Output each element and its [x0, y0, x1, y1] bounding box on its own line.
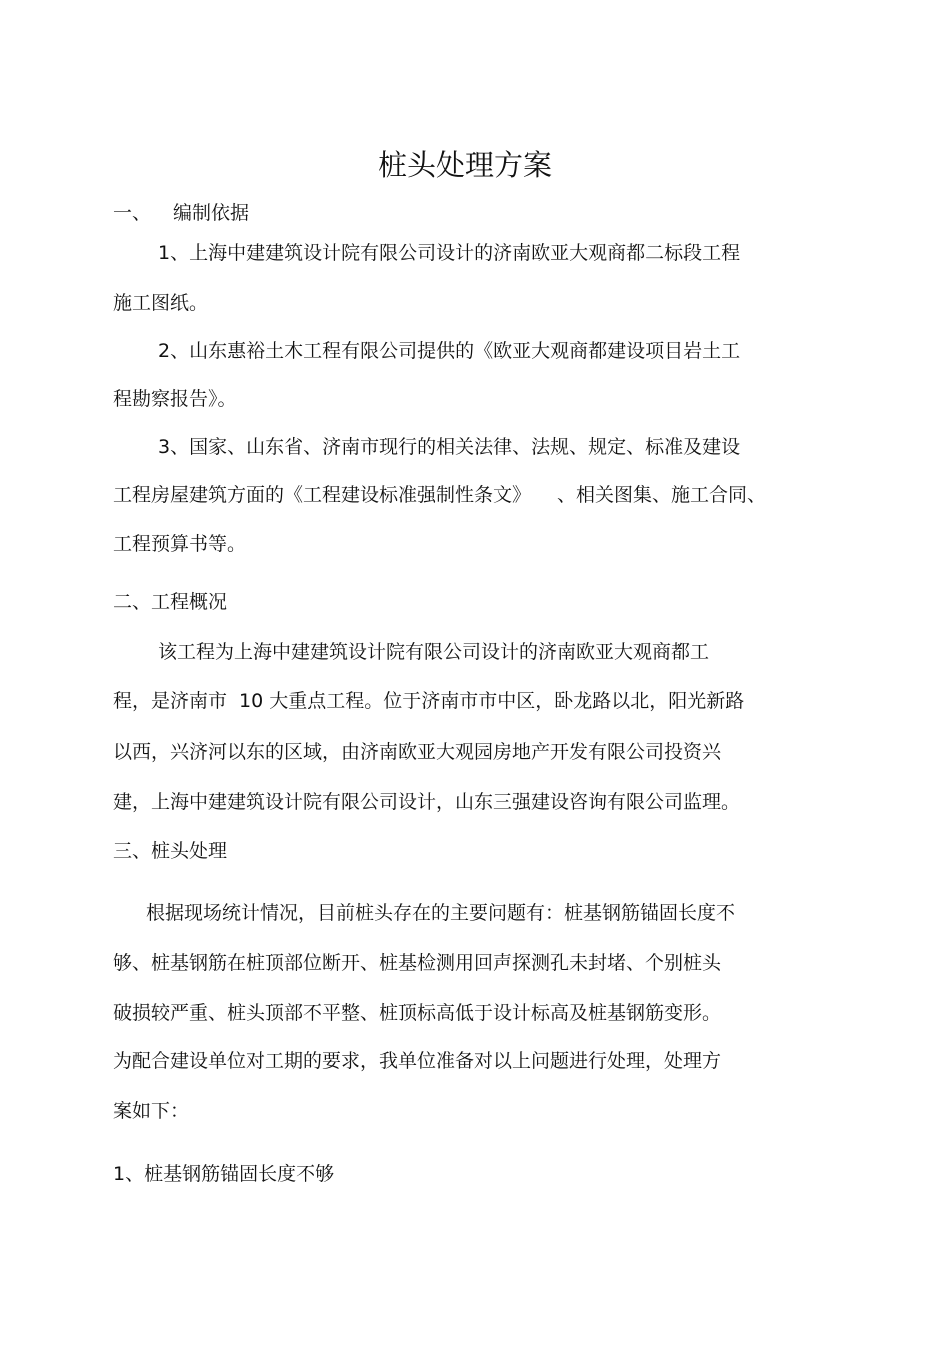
section1-item1-line2: 施工图纸。: [113, 292, 209, 314]
section3-line3: 破损较严重、桩头顶部不平整、桩顶标高低于设计标高及桩基钢筋变形。: [113, 1002, 722, 1024]
section2-heading: 二、工程概况: [113, 591, 228, 613]
section1-heading: [113, 200, 249, 226]
section2-line1: 该工程为上海中建建筑设计院有限公司设计的济南欧亚大观商都工: [158, 641, 710, 663]
section1-item2-line1: 2、山东惠裕土木工程有限公司提供的《欧亚大观商都建设项目岩土工: [158, 340, 741, 362]
document-title: 桩头处理方案: [377, 148, 552, 182]
section2-line4: 建，上海中建建筑设计院有限公司设计，山东三强建设咨询有限公司监理。: [113, 791, 741, 813]
section1-item3-line2-part2: 、相关图集、施工合同、: [557, 484, 767, 506]
section1-item1-line1: 1、上海中建建筑设计院有限公司设计的济南欧亚大观商都二标段工程: [158, 242, 741, 264]
section1-heading-number: 一、: [113, 202, 152, 224]
section3-line2: 够、桩基钢筋在桩顶部位断开、桩基检测用回声探测孔未封堵、个别桩头: [113, 952, 722, 974]
section1-item3-line2: [113, 482, 766, 508]
section3-subheading-1: 1、桩基钢筋锚固长度不够: [113, 1163, 335, 1185]
section3-line5: 案如下：: [113, 1100, 190, 1122]
section1-heading-text: 编制依据: [173, 202, 250, 224]
section1-item3-line3: 工程预算书等。: [113, 533, 247, 555]
section2-line2: [113, 688, 744, 714]
section3-heading: 三、桩头处理: [113, 840, 228, 862]
section1-item3-line1: 3、国家、山东省、济南市现行的相关法律、法规、规定、标准及建设: [158, 436, 741, 458]
section2-line2-part1: 程，是济南市: [113, 690, 228, 712]
section1-item3-line2-part1: 工程房屋建筑方面的《工程建设标准强制性条文》: [113, 484, 532, 506]
section3-line1: 根据现场统计情况，目前桩头存在的主要问题有：桩基钢筋锚固长度不: [146, 902, 736, 924]
section1-item2-line2: 程勘察报告》。: [113, 388, 237, 410]
section2-line3: 以西，兴济河以东的区域，由济南欧亚大观园房地产开发有限公司投资兴: [113, 741, 722, 763]
section2-line2-part2: 10 大重点工程。位于济南市市中区，卧龙路以北，阳光新路: [239, 690, 745, 712]
section3-line4: 为配合建设单位对工期的要求，我单位准备对以上问题进行处理，处理方: [113, 1050, 722, 1072]
